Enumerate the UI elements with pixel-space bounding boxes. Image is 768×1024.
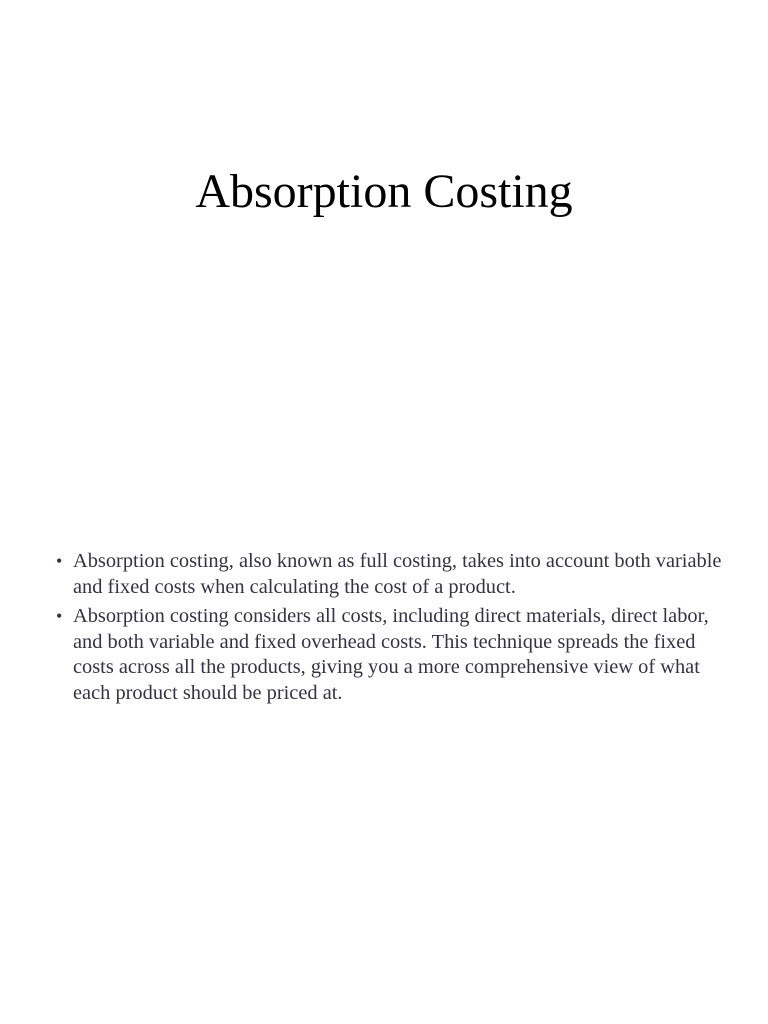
slide-title: Absorption Costing	[195, 165, 573, 218]
bullet-text: Absorption costing considers all costs, including direct materials, direct labor, and both variable and fixed overhead costs. This technique spreads the fixed costs across all the products, giving you a more comprehensive view of what each product should be priced at.	[73, 605, 709, 704]
bullet-dot-icon: •	[56, 606, 63, 626]
bullet-list	[56, 549, 724, 710]
bullet-text: Absorption costing, also known as full costing, takes into account both variable and fixed costs when calculating the cost of a product.	[73, 550, 722, 598]
bullet-dot-icon: •	[56, 551, 63, 571]
bullet-item-2	[56, 604, 724, 706]
bullet-item-1	[56, 549, 724, 600]
